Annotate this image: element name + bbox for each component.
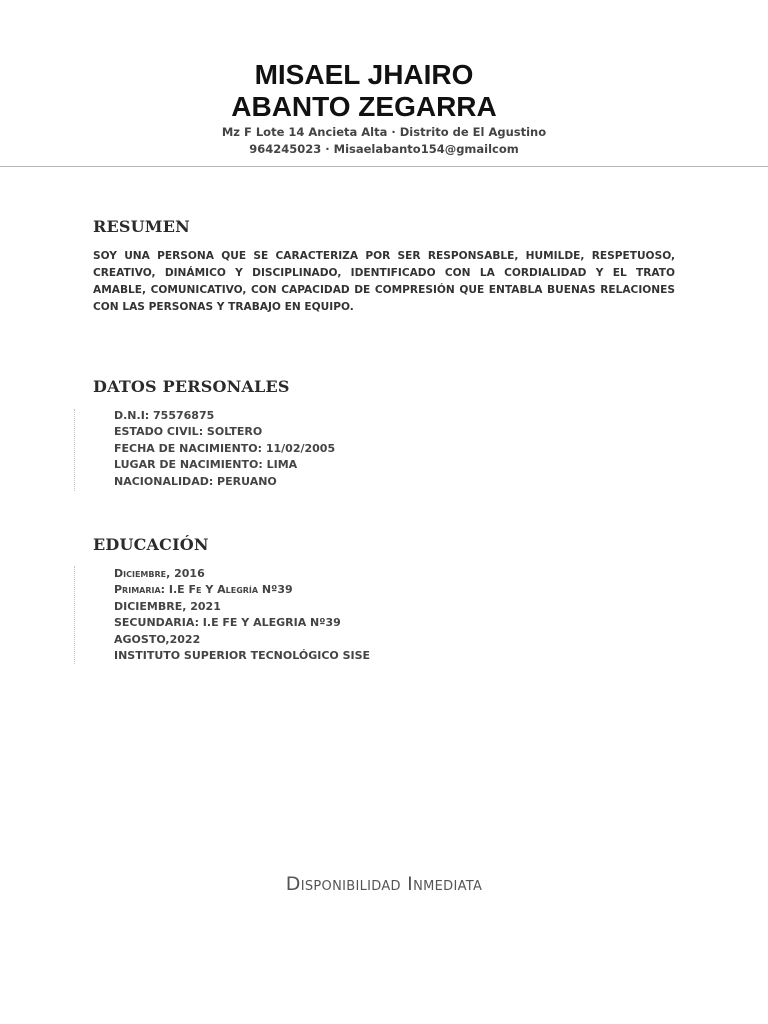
fecha-nacimiento-item: FECHA DE NACIMIENTO: 11/02/2005 [114,441,336,455]
instituto-name: INSTITUTO SUPERIOR TECNOLÓGICO SISE [114,649,371,663]
secundaria-school: SECUNDARIA: I.E FE Y ALEGRIA Nº39 [114,616,341,630]
datos-personales-list [114,408,335,490]
header-divider [0,166,768,167]
primaria-school: Primaria: I.E Fe Y Alegría Nº39 [114,583,293,597]
educacion-heading: EDUCACIÓN [93,535,209,554]
lugar-nacimiento-item: LUGAR DE NACIMIENTO: LIMA [114,458,298,472]
dni-item: D.N.I: 75576875 [114,409,215,422]
nacionalidad-item: NACIONALIDAD: PERUANO [114,474,277,488]
name-line-2: ABANTO ZEGARRA [231,91,497,122]
phone-email: 964245023 · Misaelabanto154@gmailcom [249,142,519,156]
datos-dotted-line [74,409,75,491]
name-line-1: MISAEL JHAIRO [254,59,474,90]
instituto-date: AGOSTO,2022 [114,632,201,646]
resumen-text: SOY UNA PERSONA QUE SE CARACTERIZA POR SER RESPONSABLE, HUMILDE, RESPETUOSO, CREATIVO, DINÁMICO Y DISCIPLINADO, IDENTIFICADO CON LA CORDIALIDAD Y EL TRATO AMABLE, COMUNICATIVO, CON CAPACIDAD DE COMPRESIÓN QUE ENTABLA BUENAS RELACIONES CON LAS PERSONAS Y TRABAJO EN EQUIPO. [93,250,675,313]
primaria-date: Diciembre, 2016 [114,567,205,580]
educacion-list [114,566,370,664]
educacion-dotted-line [74,566,75,664]
datos-personales-heading: DATOS PERSONALES [93,377,290,396]
availability-note: Disponibilidad Inmediata [285,873,483,895]
resumen-heading: RESUMEN [93,217,190,236]
estado-civil-item: ESTADO CIVIL: SOLTERO [114,425,263,439]
address: Mz F Lote 14 Ancieta Alta · Distrito de El Agustino [221,125,547,139]
secundaria-date: DICIEMBRE, 2021 [114,599,221,613]
